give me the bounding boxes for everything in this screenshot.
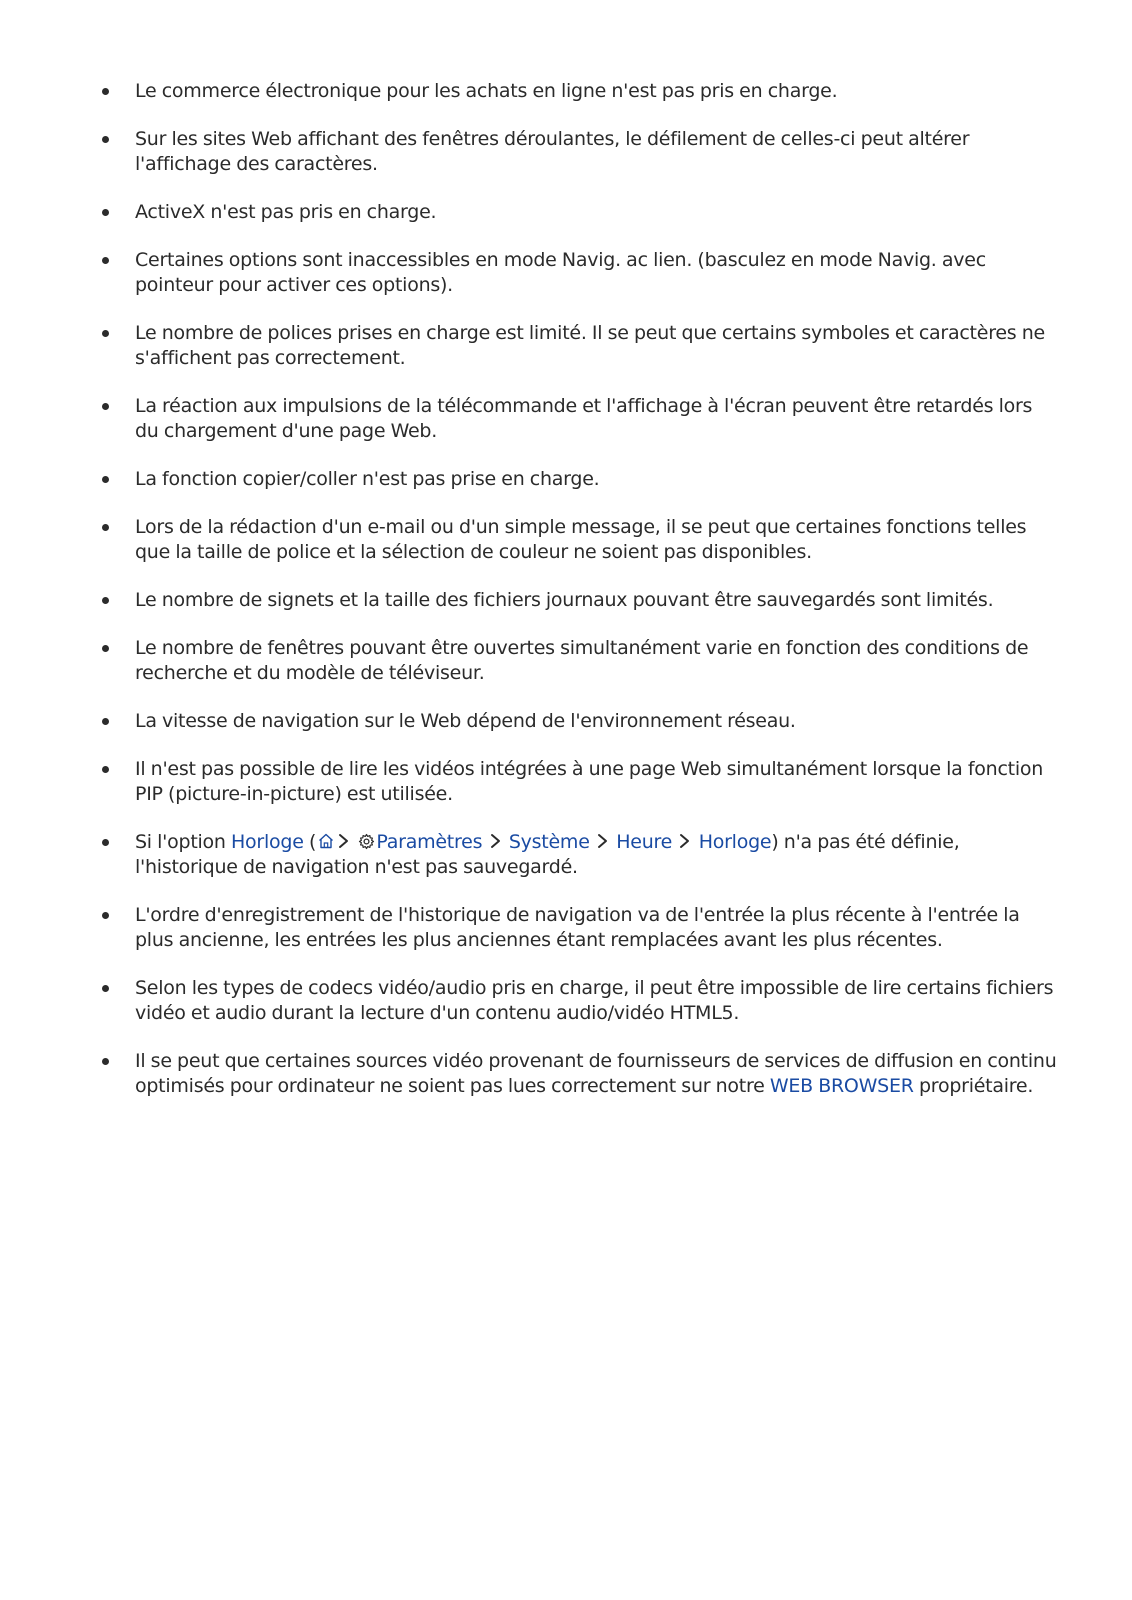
list-item: [98, 636, 1058, 686]
home-icon: [317, 832, 335, 850]
list-item: [98, 248, 1058, 298]
list-item: [98, 976, 1058, 1026]
horloge-end-menu-link[interactable]: Horloge: [698, 831, 772, 853]
bullet-icon: [102, 718, 109, 725]
list-item: [98, 79, 1058, 104]
bullet-icon: [102, 766, 109, 773]
heure-menu-link[interactable]: Heure: [616, 831, 673, 853]
bullet-icon: [102, 839, 109, 846]
list-item: [98, 709, 1058, 734]
bullet-list: [98, 79, 1058, 1122]
list-item: [98, 200, 1058, 225]
bullet-icon: [102, 985, 109, 992]
list-item-text: Le nombre de signets et la taille des fichiers journaux pouvant être sauvegardés sont limités.: [135, 589, 994, 611]
list-item: [98, 321, 1058, 371]
list-item-text: La vitesse de navigation sur le Web dépend de l'environnement réseau.: [135, 710, 796, 732]
list-item-text: Sur les sites Web affichant des fenêtres déroulantes, le défilement de celles-ci peut altérer l'affichage des caractères.: [135, 128, 970, 175]
parametres-menu-link[interactable]: Paramètres: [376, 831, 483, 853]
bullet-icon: [102, 403, 109, 410]
list-item: [98, 127, 1058, 177]
bullet-icon: [102, 136, 109, 143]
list-item-text: L'ordre d'enregistrement de l'historique de navigation va de l'entrée la plus récente à l'entrée la plus ancienne, les entrées les plus anciennes étant remplacées avant les plus récentes.: [135, 904, 1020, 951]
chevron-right-icon: [489, 832, 503, 850]
bullet-icon: [102, 524, 109, 531]
list-item-web-browser: [98, 1049, 1058, 1099]
bullet-icon: [102, 330, 109, 337]
bullet-icon: [102, 912, 109, 919]
list-item-text: Il n'est pas possible de lire les vidéos intégrées à une page Web simultanément lorsque la fonction PIP (picture-in-picture) est utilisée.: [135, 758, 1044, 805]
list-item-horloge: [98, 830, 1058, 880]
list-item-text: Le nombre de fenêtres pouvant être ouvertes simultanément varie en fonction des conditions de recherche et du modèle de téléviseur.: [135, 637, 1029, 684]
list-item-text: Lors de la rédaction d'un e-mail ou d'un simple message, il se peut que certaines fonctions telles que la taille de police et la sélection de couleur ne soient pas disponibles.: [135, 516, 1027, 563]
bullet-icon: [102, 476, 109, 483]
horloge-menu-link[interactable]: Horloge: [231, 831, 304, 853]
horloge-suffix-text: ) n'a pas été définie, l'historique de navigation n'est pas sauvegardé.: [135, 831, 960, 878]
list-item: [98, 394, 1058, 444]
open-paren-text: (: [303, 831, 317, 853]
horloge-prefix-text: Si l'option: [135, 831, 232, 853]
list-item-text: Certaines options sont inaccessibles en mode Navig. ac lien. (basculez en mode Navig. avec pointeur pour activer ces options).: [135, 249, 986, 296]
chevron-right-icon: [596, 832, 610, 850]
bullet-icon: [102, 597, 109, 604]
gear-icon: [358, 833, 375, 850]
list-item: [98, 903, 1058, 953]
bullet-icon: [102, 257, 109, 264]
list-item: [98, 588, 1058, 613]
bullet-icon: [102, 209, 109, 216]
list-item: [98, 757, 1058, 807]
list-item-text: Le nombre de polices prises en charge est limité. Il se peut que certains symboles et caractères ne s'affichent pas correctement.: [135, 322, 1045, 369]
web-browser-link[interactable]: WEB BROWSER: [769, 1075, 914, 1097]
systeme-menu-link[interactable]: Système: [508, 831, 590, 853]
list-item-text: Selon les types de codecs vidéo/audio pris en charge, il peut être impossible de lire certains fichiers vidéo et audio durant la lecture d'un contenu audio/vidéo HTML5.: [135, 977, 1054, 1024]
list-item-text: Le commerce électronique pour les achats en ligne n'est pas pris en charge.: [135, 80, 838, 102]
list-item: [98, 515, 1058, 565]
list-item-suffix-text: propriétaire.: [913, 1075, 1034, 1097]
bullet-icon: [102, 1058, 109, 1065]
list-item-text: ActiveX n'est pas pris en charge.: [135, 201, 437, 223]
list-item-text: Il se peut que certaines sources vidéo provenant de fournisseurs de services de diffusion en continu optimisés pour ordinateur ne soient pas lues correctement sur notre: [135, 1050, 1057, 1097]
list-item-text: La réaction aux impulsions de la télécommande et l'affichage à l'écran peuvent être retardés lors du chargement d'une page Web.: [135, 395, 1033, 442]
list-item-text: La fonction copier/coller n'est pas prise en charge.: [135, 468, 600, 490]
list-item: [98, 467, 1058, 492]
chevron-right-icon: [337, 832, 351, 850]
chevron-right-icon: [678, 832, 692, 850]
bullet-icon: [102, 88, 109, 95]
bullet-icon: [102, 645, 109, 652]
